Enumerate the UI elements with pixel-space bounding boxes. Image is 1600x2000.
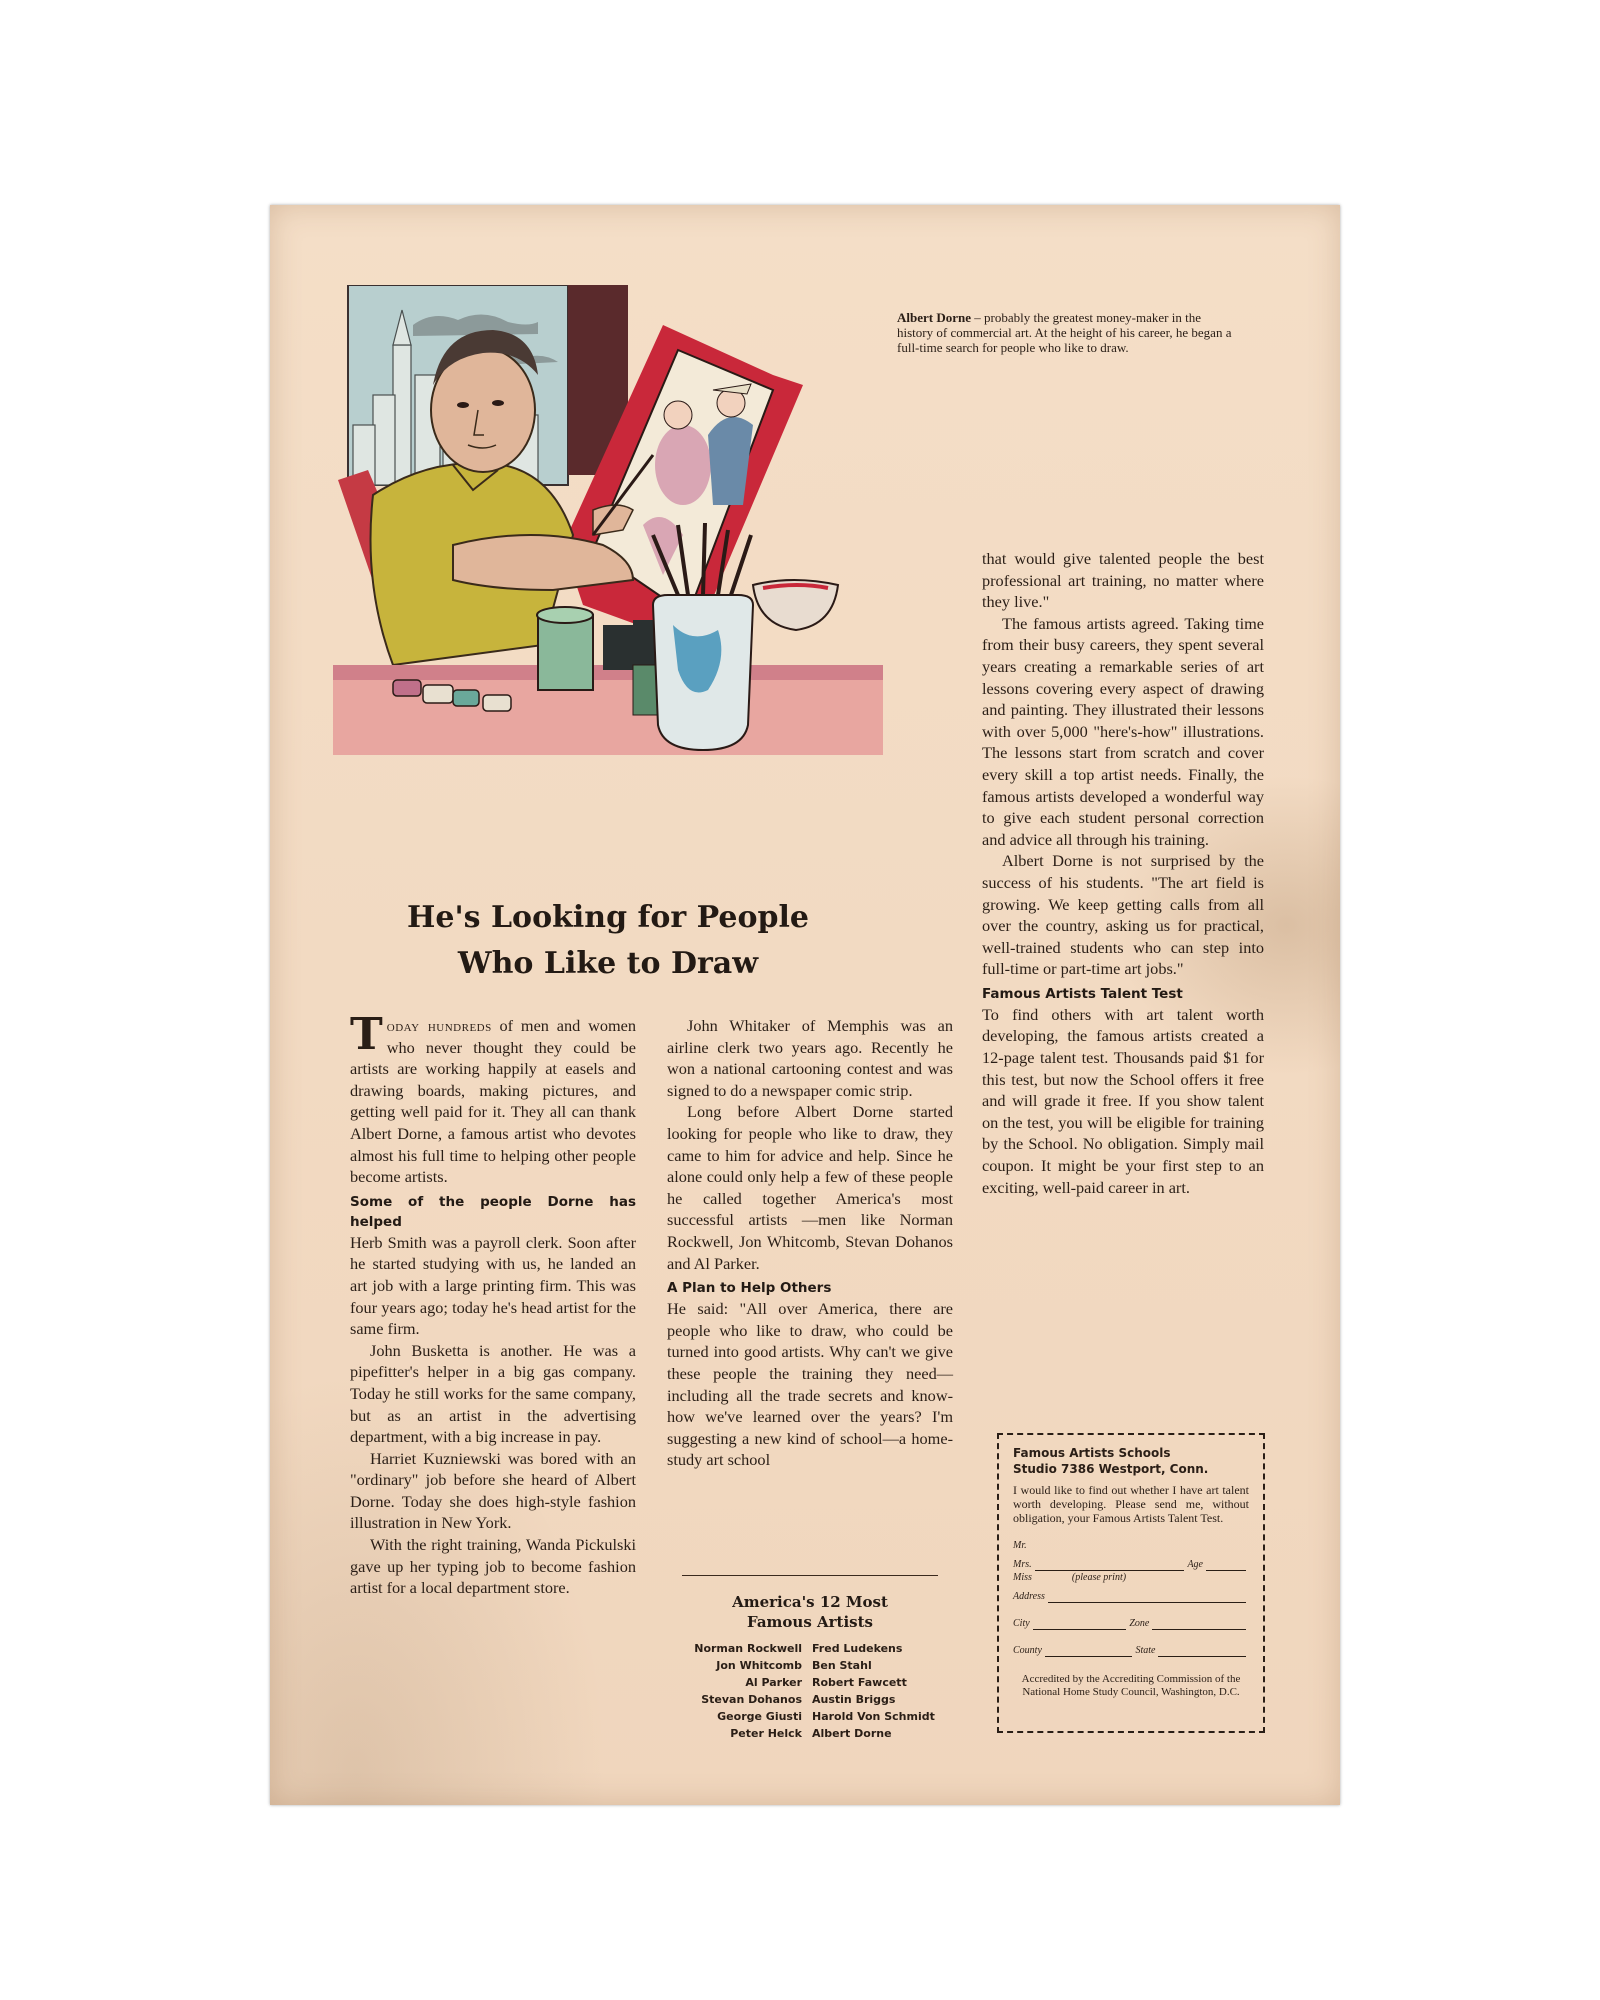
page-headline xyxy=(333,895,883,987)
artist-row xyxy=(663,1725,963,1742)
intro-paragraph xyxy=(350,1009,637,1188)
state-field[interactable] xyxy=(1158,1646,1246,1657)
famous-artists-title xyxy=(667,1592,953,1632)
zone-field[interactable] xyxy=(1152,1619,1246,1630)
artist-name: Norman Rockwell xyxy=(694,1642,802,1655)
famous-artists-list xyxy=(663,1640,963,1742)
artist-row xyxy=(663,1708,963,1725)
famous-title-line-1: America's 12 Most xyxy=(732,1593,888,1611)
drop-cap: T xyxy=(350,1009,383,1060)
artist-name: Robert Fawcett xyxy=(812,1676,907,1689)
intro-rest: of men and women who never thought they could be artists are working happily at easels and drawing boards, making pictures, and getting well paid for it. They all can thank Albert Dorne, a famous artist who devotes almost his full time to helping other people become artists. xyxy=(350,1016,637,1187)
artist-name: Peter Helck xyxy=(730,1727,802,1740)
paragraph: Herb Smith was a payroll clerk. Soon after he started studying with us, he landed an art job with a large printing firm. This was four years ago; today he's head artist for the same firm. xyxy=(350,1232,636,1339)
artist-row xyxy=(663,1674,963,1691)
county-field[interactable] xyxy=(1045,1646,1133,1657)
paragraph: To find others with art talent worth developing, the famous artists created a 12-page talent test. Thousands paid $1 for this test, but now the School offers it free and will grade it free. If you show talent on the test, you will be eligible for training by the School. No obligation. Simply mail coupon. It might be your first step to an exciting, well-paid career in art. xyxy=(982,1004,1264,1197)
artist-row xyxy=(663,1691,963,1708)
artist-name: Al Parker xyxy=(745,1676,802,1689)
mail-coupon[interactable] xyxy=(997,1433,1265,1733)
headline-line-1: He's Looking for People xyxy=(407,900,809,935)
article-column-2 xyxy=(667,1015,953,1471)
subhead-plan: A Plan to Help Others xyxy=(667,1280,832,1297)
age-field[interactable] xyxy=(1206,1560,1246,1571)
coupon-form xyxy=(1013,1539,1249,1657)
famous-title-line-2: Famous Artists xyxy=(747,1613,873,1631)
state-label: State xyxy=(1135,1645,1156,1656)
artist-row xyxy=(663,1640,963,1657)
age-label: Age xyxy=(1187,1559,1203,1570)
headline-line-2: Who Like to Draw xyxy=(457,946,759,981)
address-field[interactable] xyxy=(1048,1592,1246,1603)
coupon-body: I would like to find out whether I have art talent worth developing. Please send me, without obligation, your Famous Artists Talent Test. xyxy=(1013,1483,1249,1525)
county-label: County xyxy=(1013,1645,1042,1656)
intro-lead: oday hundreds xyxy=(386,1016,492,1035)
coupon-school xyxy=(1013,1445,1249,1477)
name-line[interactable] xyxy=(1013,1558,1249,1571)
name-field[interactable] xyxy=(1035,1560,1185,1571)
city-label: City xyxy=(1013,1618,1030,1629)
artist-name: George Giusti xyxy=(717,1710,802,1723)
artist-name: Harold Von Schmidt xyxy=(812,1710,935,1723)
artist-name: Ben Stahl xyxy=(812,1659,872,1672)
illustration-caption xyxy=(897,310,1237,355)
paragraph: He said: "All over America, there are people who like to draw, who could be turned into good artists. Why can't we give these people the training they need—including all the trade secrets and know-how we've learned over the years? I'm suggesting a new kind of school—a home-study art school xyxy=(667,1299,953,1470)
zone-label: Zone xyxy=(1129,1618,1150,1629)
magazine-back-cover xyxy=(270,205,1340,1805)
paragraph: John Whitaker of Memphis was an airline clerk two years ago. Recently he won a national cartooning contest and was signed to do a newspaper comic strip. xyxy=(667,1016,953,1100)
article-column-1 xyxy=(350,1009,637,1599)
subhead-people-helped: Some of the people Dorne has helped xyxy=(350,1193,636,1230)
caption-text: – probably the greatest money-maker in the history of commercial art. At the height of his career, he began a full-time search for people who like to draw. xyxy=(897,310,1232,355)
artist-name: Stevan Dohanos xyxy=(701,1693,802,1706)
city-line[interactable] xyxy=(1013,1617,1249,1630)
divider xyxy=(682,1575,938,1576)
print-line xyxy=(1013,1571,1249,1584)
salutation-mrs: Mrs. xyxy=(1013,1559,1032,1570)
salutation-mr: Mr. xyxy=(1013,1540,1027,1551)
paragraph: Long before Albert Dorne started looking for people who like to draw, they came to him for advice and help. Since he alone could only help a few of these people he called together America's most successful artists —men like Norman Rockwell, Jon Whitcomb, Stevan Dohanos and Al Parker. xyxy=(667,1102,953,1273)
artist-illustration xyxy=(333,285,883,885)
subhead-talent-test: Famous Artists Talent Test xyxy=(982,985,1183,1002)
paragraph: The famous artists agreed. Taking time from their busy careers, they spent several years creating a remarkable series of art lessons covering every aspect of drawing and painting. They illustrated their lessons with over 5,000 "here's-how" illustrations. The lessons start from scratch and cover every skill a top artist needs. Finally, the famous artists developed a wonderful way to give each student personal correction and advice all through his training. xyxy=(982,613,1264,849)
article-column-3 xyxy=(982,548,1264,1198)
coupon-studio-address: Studio 7386 Westport, Conn. xyxy=(1013,1462,1209,1476)
accreditation-note: Accredited by the Accrediting Commission of the National Home Study Council, Washington, D.C. xyxy=(1021,1673,1241,1698)
artist-name: Albert Dorne xyxy=(812,1727,892,1740)
caption-name: Albert Dorne xyxy=(897,310,972,325)
coupon-school-name: Famous Artists Schools xyxy=(1013,1446,1171,1460)
artist-name: Jon Whitcomb xyxy=(716,1659,802,1672)
paragraph: Albert Dorne is not surprised by the success of his students. "The art field is growing. We keep getting calls from all over the country, asking us for practical, well-trained students who can step into full-time or part-time art jobs." xyxy=(982,851,1264,979)
artist-name: Austin Briggs xyxy=(812,1693,896,1706)
address-label: Address xyxy=(1013,1591,1045,1602)
paragraph: John Busketta is another. He was a pipefitter's helper in a big gas company. Today he still works for the same company, but as an artist in the advertising department, with a big increase in pay. xyxy=(350,1340,636,1447)
county-line[interactable] xyxy=(1013,1644,1249,1657)
address-line[interactable] xyxy=(1013,1590,1249,1603)
paragraph: With the right training, Wanda Pickulski gave up her typing job to become fashion artist for a local department store. xyxy=(350,1535,636,1598)
salutation-miss: Miss xyxy=(1013,1572,1032,1583)
paragraph: Harriet Kuzniewski was bored with an "ordinary" job before she heard of Albert Dorne. Today she does high-style fashion illustration in New York. xyxy=(350,1448,636,1533)
paragraph: that would give talented people the best professional art training, no matter where they live." xyxy=(982,549,1264,612)
artist-name: Fred Ludekens xyxy=(812,1642,903,1655)
city-field[interactable] xyxy=(1033,1619,1127,1630)
please-print-note: (please print) xyxy=(1071,1572,1127,1583)
artist-row xyxy=(663,1657,963,1674)
